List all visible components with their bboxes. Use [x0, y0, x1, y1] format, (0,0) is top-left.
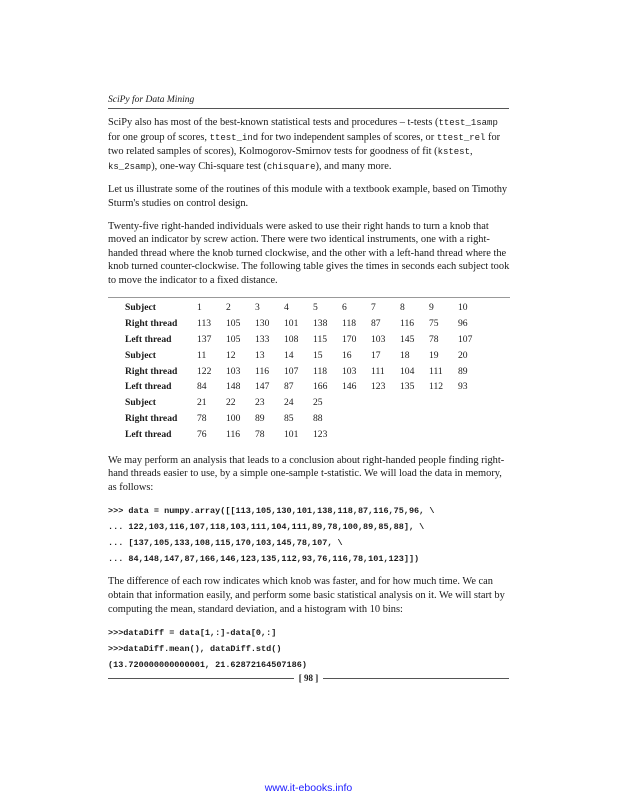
table-cell: 19 — [429, 349, 439, 361]
table-cell — [458, 395, 487, 411]
table-cell: 87 — [371, 317, 381, 329]
table-cell: 116 — [400, 317, 415, 329]
table-row — [125, 347, 487, 363]
text-run: ), one-way Chi-square test ( — [151, 160, 267, 172]
table-cell: 78 — [429, 333, 439, 345]
table-cell — [458, 411, 487, 427]
table-cell: 2 — [226, 301, 231, 313]
table-cell: 133 — [255, 333, 270, 345]
table-cell: 101 — [284, 317, 299, 329]
inline-code-ks-2samp: ks_2samp — [108, 161, 152, 172]
table-cell: 89 — [458, 365, 468, 377]
table-row — [125, 331, 487, 347]
table-cell: 12 — [226, 349, 236, 361]
table-cell: 25 — [313, 397, 323, 409]
table-cell: 118 — [342, 317, 357, 329]
table-cell: 115 — [313, 333, 328, 345]
table-cell: 15 — [313, 349, 323, 361]
table-cell: 103 — [371, 333, 386, 345]
row-label: Subject — [125, 397, 156, 409]
text-run: for one group of scores, — [108, 131, 210, 143]
text-run: ), and many more. — [315, 160, 392, 172]
table-cell: 5 — [313, 301, 318, 313]
table-cell: 103 — [226, 365, 241, 377]
table-cell — [429, 395, 458, 411]
table-cell: 76 — [197, 429, 207, 441]
table-cell: 14 — [284, 349, 294, 361]
table-cell: 111 — [371, 365, 385, 377]
table-cell: 103 — [342, 365, 357, 377]
page-footer — [108, 671, 509, 685]
table-row — [125, 379, 487, 395]
table-cell — [371, 427, 400, 443]
row-label: Right thread — [125, 413, 178, 425]
table-cell: 85 — [284, 413, 294, 425]
row-label: Left thread — [125, 381, 172, 393]
table-cell: 130 — [255, 317, 270, 329]
table-cell: 78 — [255, 429, 265, 441]
table-cell: 3 — [255, 301, 260, 313]
code-block-stats — [108, 625, 510, 673]
experiment-paragraph: Twenty-five right-handed individuals were asked to use their right hands to turn a knob that moved an indicator by screw action. There were two identical instruments, one with a right-handed thread where the knob turned clockwise, and the other with a left-hand thread where the knob turned counter-clockwise. The following table gives the times in seconds each subject took to move the indicator to a fixed distance. — [108, 220, 510, 286]
running-title: SciPy for Data Mining — [108, 95, 195, 105]
table-row — [125, 427, 487, 443]
text-run: SciPy also has most of the best-known statistical tests and procedures – t-tests ( — [108, 117, 439, 128]
running-header — [108, 95, 509, 109]
table-cell: 123 — [313, 429, 328, 441]
table-row — [125, 395, 487, 411]
row-label: Subject — [125, 301, 156, 313]
table-cell — [429, 411, 458, 427]
table-cell: 116 — [226, 429, 241, 441]
inline-code-kstest: kstest — [437, 147, 470, 158]
table-cell: 100 — [226, 413, 241, 425]
table-cell — [342, 411, 371, 427]
table-row — [125, 411, 487, 427]
table-cell: 105 — [226, 333, 241, 345]
table-cell: 122 — [197, 365, 212, 377]
table-cell — [400, 411, 429, 427]
footer-rule-left — [108, 678, 294, 679]
code-line: (13.720000000000001, 21.62872164507186) — [108, 660, 307, 671]
code-block-load-data — [108, 503, 510, 567]
table-cell: 107 — [458, 333, 473, 345]
analysis-paragraph: We may perform an analysis that leads to a conclusion about right-handed people finding right-hand threads easier to use, by a simple one-sample t-statistic. We will load the data in memory, as follows: — [108, 454, 505, 493]
table-cell: 6 — [342, 301, 347, 313]
table-cell: 78 — [197, 413, 207, 425]
row-label: Subject — [125, 349, 156, 361]
table-cell: 88 — [313, 413, 323, 425]
table-cell: 20 — [458, 349, 468, 361]
table-cell: 111 — [429, 365, 443, 377]
code-line: ... 122,103,116,107,118,103,111,104,111,89,78,100,89,85,88], \ — [108, 522, 425, 533]
table-cell: 108 — [284, 333, 299, 345]
data-table-wrapper — [108, 297, 510, 443]
table-cell: 104 — [400, 365, 415, 377]
table-cell: 87 — [284, 381, 294, 393]
example-paragraph: Let us illustrate some of the routines of this module with a textbook example, based on Timothy Sturm's studies on control design. — [108, 184, 508, 209]
table-cell: 84 — [197, 381, 207, 393]
row-label: Right thread — [125, 365, 178, 377]
table-cell: 101 — [284, 429, 299, 441]
table-cell: 118 — [313, 365, 328, 377]
table-cell — [429, 427, 458, 443]
table-cell: 107 — [284, 365, 299, 377]
difference-paragraph: The difference of each row indicates which knob was faster, and for how much time. We can obtain that information easily, and perform some basic statistical analysis on it. We will start by computing the mean, standard deviation, and a histogram with 10 bins: — [108, 576, 505, 615]
table-cell: 145 — [400, 333, 415, 345]
table-cell: 147 — [255, 381, 270, 393]
table-cell: 21 — [197, 397, 207, 409]
table-cell: 16 — [342, 349, 352, 361]
code-line: ... [137,105,133,108,115,170,103,145,78,107, \ — [108, 538, 343, 549]
text-run: for two related samples of scores), Kolmogorov-Smirnov tests for goodness of fit ( — [108, 131, 501, 158]
table-cell: 137 — [197, 333, 212, 345]
table-cell: 13 — [255, 349, 265, 361]
table-cell — [458, 427, 487, 443]
table-cell: 138 — [313, 317, 328, 329]
intro-paragraph — [108, 116, 510, 174]
table-cell: 112 — [429, 381, 444, 393]
table-row — [125, 363, 487, 379]
table-cell: 135 — [400, 381, 415, 393]
table-cell: 75 — [429, 317, 439, 329]
table-cell: 116 — [255, 365, 270, 377]
table-cell: 146 — [342, 381, 357, 393]
table-row — [125, 300, 487, 316]
table-cell: 8 — [400, 301, 405, 313]
row-label: Right thread — [125, 317, 178, 329]
thread-times-table — [125, 300, 487, 443]
table-cell: 10 — [458, 301, 468, 313]
row-label: Left thread — [125, 429, 172, 441]
code-line: >>>dataDiff = data[1,:]-data[0,:] — [108, 628, 277, 639]
table-cell: 18 — [400, 349, 410, 361]
table-cell: 123 — [371, 381, 386, 393]
table-cell: 4 — [284, 301, 289, 313]
table-cell: 105 — [226, 317, 241, 329]
text-run: , — [469, 146, 473, 158]
inline-code-ttest-1samp: ttest_1samp — [438, 118, 498, 128]
text-run: for two independent samples of scores, or — [258, 131, 437, 143]
table-cell — [400, 395, 429, 411]
table-cell: 89 — [255, 413, 265, 425]
page-number: [ 98 ] — [298, 673, 319, 683]
table-cell: 96 — [458, 317, 468, 329]
table-cell: 24 — [284, 397, 294, 409]
inline-code-chisquare: chisquare — [266, 161, 316, 172]
table-cell: 1 — [197, 301, 202, 313]
table-cell — [371, 411, 400, 427]
table-cell — [342, 395, 371, 411]
table-cell: 113 — [197, 317, 212, 329]
table-cell — [400, 427, 429, 443]
table-row — [125, 315, 487, 331]
watermark-link[interactable]: www.it-ebooks.info — [264, 782, 353, 794]
table-cell: 17 — [371, 349, 381, 361]
table-cell — [371, 395, 400, 411]
table-cell: 148 — [226, 381, 241, 393]
table-cell: 93 — [458, 381, 468, 393]
inline-code-ttest-ind: ttest_ind — [209, 132, 259, 143]
table-cell — [342, 427, 371, 443]
table-cell: 9 — [429, 301, 434, 313]
row-label: Left thread — [125, 333, 172, 345]
table-cell: 170 — [342, 333, 357, 345]
table-cell: 11 — [197, 349, 207, 361]
code-line: >>>dataDiff.mean(), dataDiff.std() — [108, 644, 282, 655]
table-cell: 166 — [313, 381, 328, 393]
code-line: ... 84,148,147,87,166,146,123,135,112,93,76,116,78,101,123]]) — [108, 554, 420, 565]
table-cell: 22 — [226, 397, 236, 409]
inline-code-ttest-rel: ttest_rel — [436, 132, 486, 143]
page-body — [108, 116, 510, 681]
table-cell: 7 — [371, 301, 376, 313]
table-cell: 23 — [255, 397, 265, 409]
footer-rule-right — [323, 678, 509, 679]
code-line: >>> data = numpy.array([[113,105,130,101,138,118,87,116,75,96, \ — [108, 506, 435, 517]
